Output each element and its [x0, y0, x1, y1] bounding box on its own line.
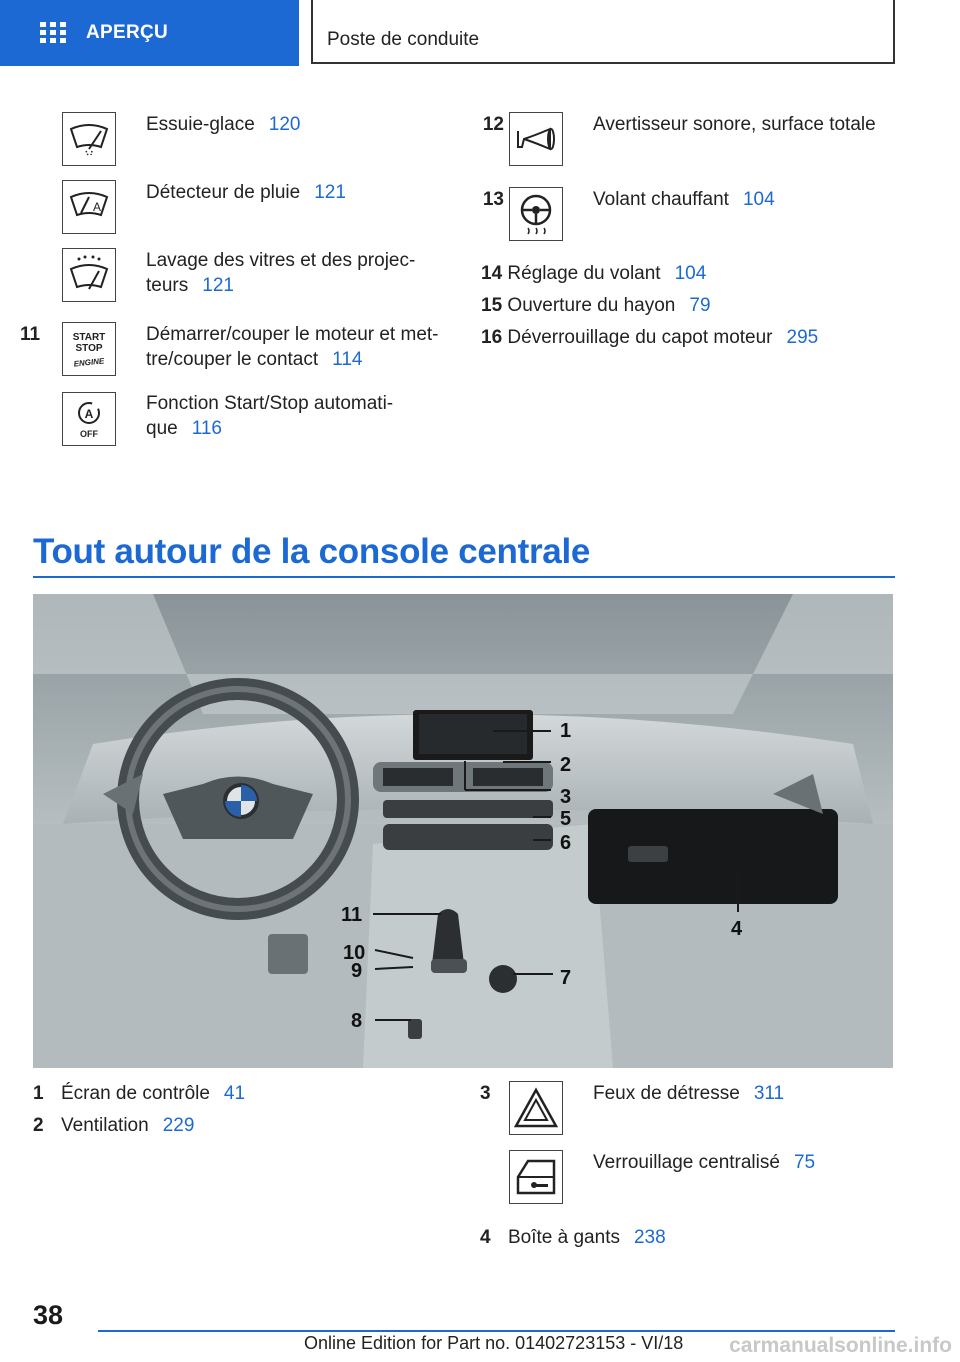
page-link[interactable]: 121	[314, 182, 346, 203]
entry-demarrer: Démarrer/couper le moteur et met- tre/couper le contact 114	[146, 324, 439, 370]
entry-fonction-start-stop: Fonction Start/Stop automati- que 116	[146, 393, 394, 439]
svg-text:OFF: OFF	[80, 429, 98, 439]
page-link[interactable]: 104	[742, 189, 775, 210]
entry-number: 11	[20, 324, 41, 345]
entry-essuie-glace: Essuie-glace 120	[146, 114, 301, 135]
page-link[interactable]: 79	[689, 295, 711, 316]
page-link[interactable]: 114	[332, 349, 363, 370]
callout-2: 2	[560, 754, 572, 776]
auto-start-stop-off-icon	[62, 392, 116, 446]
start-stop-engine-icon	[62, 322, 116, 376]
page-link[interactable]: 104	[674, 263, 707, 284]
page-link[interactable]: 121	[202, 275, 234, 296]
entry-boite-gants: 4 Boîte à gants 238	[480, 1227, 666, 1248]
page-link[interactable]: 116	[191, 418, 222, 439]
callout-7: 7	[560, 967, 572, 989]
horn-icon	[509, 112, 563, 166]
apercu-tab[interactable]	[0, 0, 299, 66]
entry-deverrouillage-capot: 16 Déverrouillage du capot moteur 295	[481, 327, 819, 348]
page-link[interactable]: 238	[633, 1227, 666, 1248]
entry-number: 3	[480, 1083, 491, 1104]
central-lock-icon	[509, 1150, 563, 1204]
apercu-tab-label: APERÇU	[86, 22, 169, 43]
callout-5: 5	[560, 808, 572, 830]
entry-reglage-volant: 14 Réglage du volant 104	[481, 263, 707, 284]
entry-feux-detresse: Feux de détresse 311	[593, 1083, 785, 1104]
page-number: 38	[33, 1300, 64, 1330]
page-link[interactable]: 41	[223, 1083, 246, 1104]
section-title-tab[interactable]	[311, 0, 895, 64]
entry-number: 12	[482, 114, 504, 135]
footer-rule	[98, 1330, 895, 1332]
entry-lavage: Lavage des vitres et des projec- teurs 121	[146, 250, 416, 296]
page-link[interactable]: 75	[793, 1152, 816, 1173]
rain-sensor-icon	[62, 180, 116, 234]
entry-ventilation: 2 Ventilation 229	[33, 1115, 195, 1136]
entry-ouverture-hayon: 15 Ouverture du hayon 79	[481, 295, 711, 316]
callout-6: 6	[560, 832, 572, 854]
page-link[interactable]: 120	[268, 114, 301, 135]
entry-ecran-controle: 1 Écran de contrôle 41	[33, 1083, 246, 1104]
callout-4: 4	[731, 918, 743, 940]
entry-verrouillage-centralise: Verrouillage centralisé 75	[593, 1152, 816, 1173]
page-link[interactable]: 311	[753, 1083, 785, 1104]
heated-steering-icon	[509, 187, 563, 241]
svg-text:ENGINE: ENGINE	[73, 356, 105, 369]
watermark: carmanualsonline.info	[729, 1334, 952, 1357]
callout-10: 10	[343, 942, 366, 964]
callout-8: 8	[351, 1010, 363, 1032]
wiper-icon	[62, 112, 116, 166]
heading-rule	[33, 576, 895, 578]
callout-11: 11	[341, 904, 363, 926]
edition-footer: Online Edition for Part no. 01402723153 - VI/18	[304, 1333, 684, 1353]
hazard-icon	[509, 1081, 563, 1135]
page-link[interactable]: 295	[786, 327, 819, 348]
entry-volant-chauffant: Volant chauffant 104	[593, 189, 775, 210]
washer-icon	[62, 248, 116, 302]
callout-9: 9	[351, 960, 363, 982]
callout-1: 1	[560, 720, 572, 742]
section-heading: Tout autour de la console centrale	[33, 532, 591, 571]
entry-detecteur-pluie: Détecteur de pluie 121	[146, 182, 346, 203]
grid-menu-icon	[40, 22, 66, 44]
console-illustration	[33, 594, 893, 1068]
callout-3: 3	[560, 786, 572, 808]
page-header	[0, 0, 960, 66]
svg-text:A: A	[84, 407, 94, 421]
svg-text:A: A	[93, 200, 102, 214]
svg-text:STOP: STOP	[75, 343, 103, 354]
page-link[interactable]: 229	[162, 1115, 195, 1136]
entry-avertisseur: Avertisseur sonore, surface totale	[593, 114, 876, 135]
svg-text:START: START	[72, 332, 106, 343]
entry-number: 13	[482, 189, 504, 210]
section-title: Poste de conduite	[327, 29, 480, 50]
